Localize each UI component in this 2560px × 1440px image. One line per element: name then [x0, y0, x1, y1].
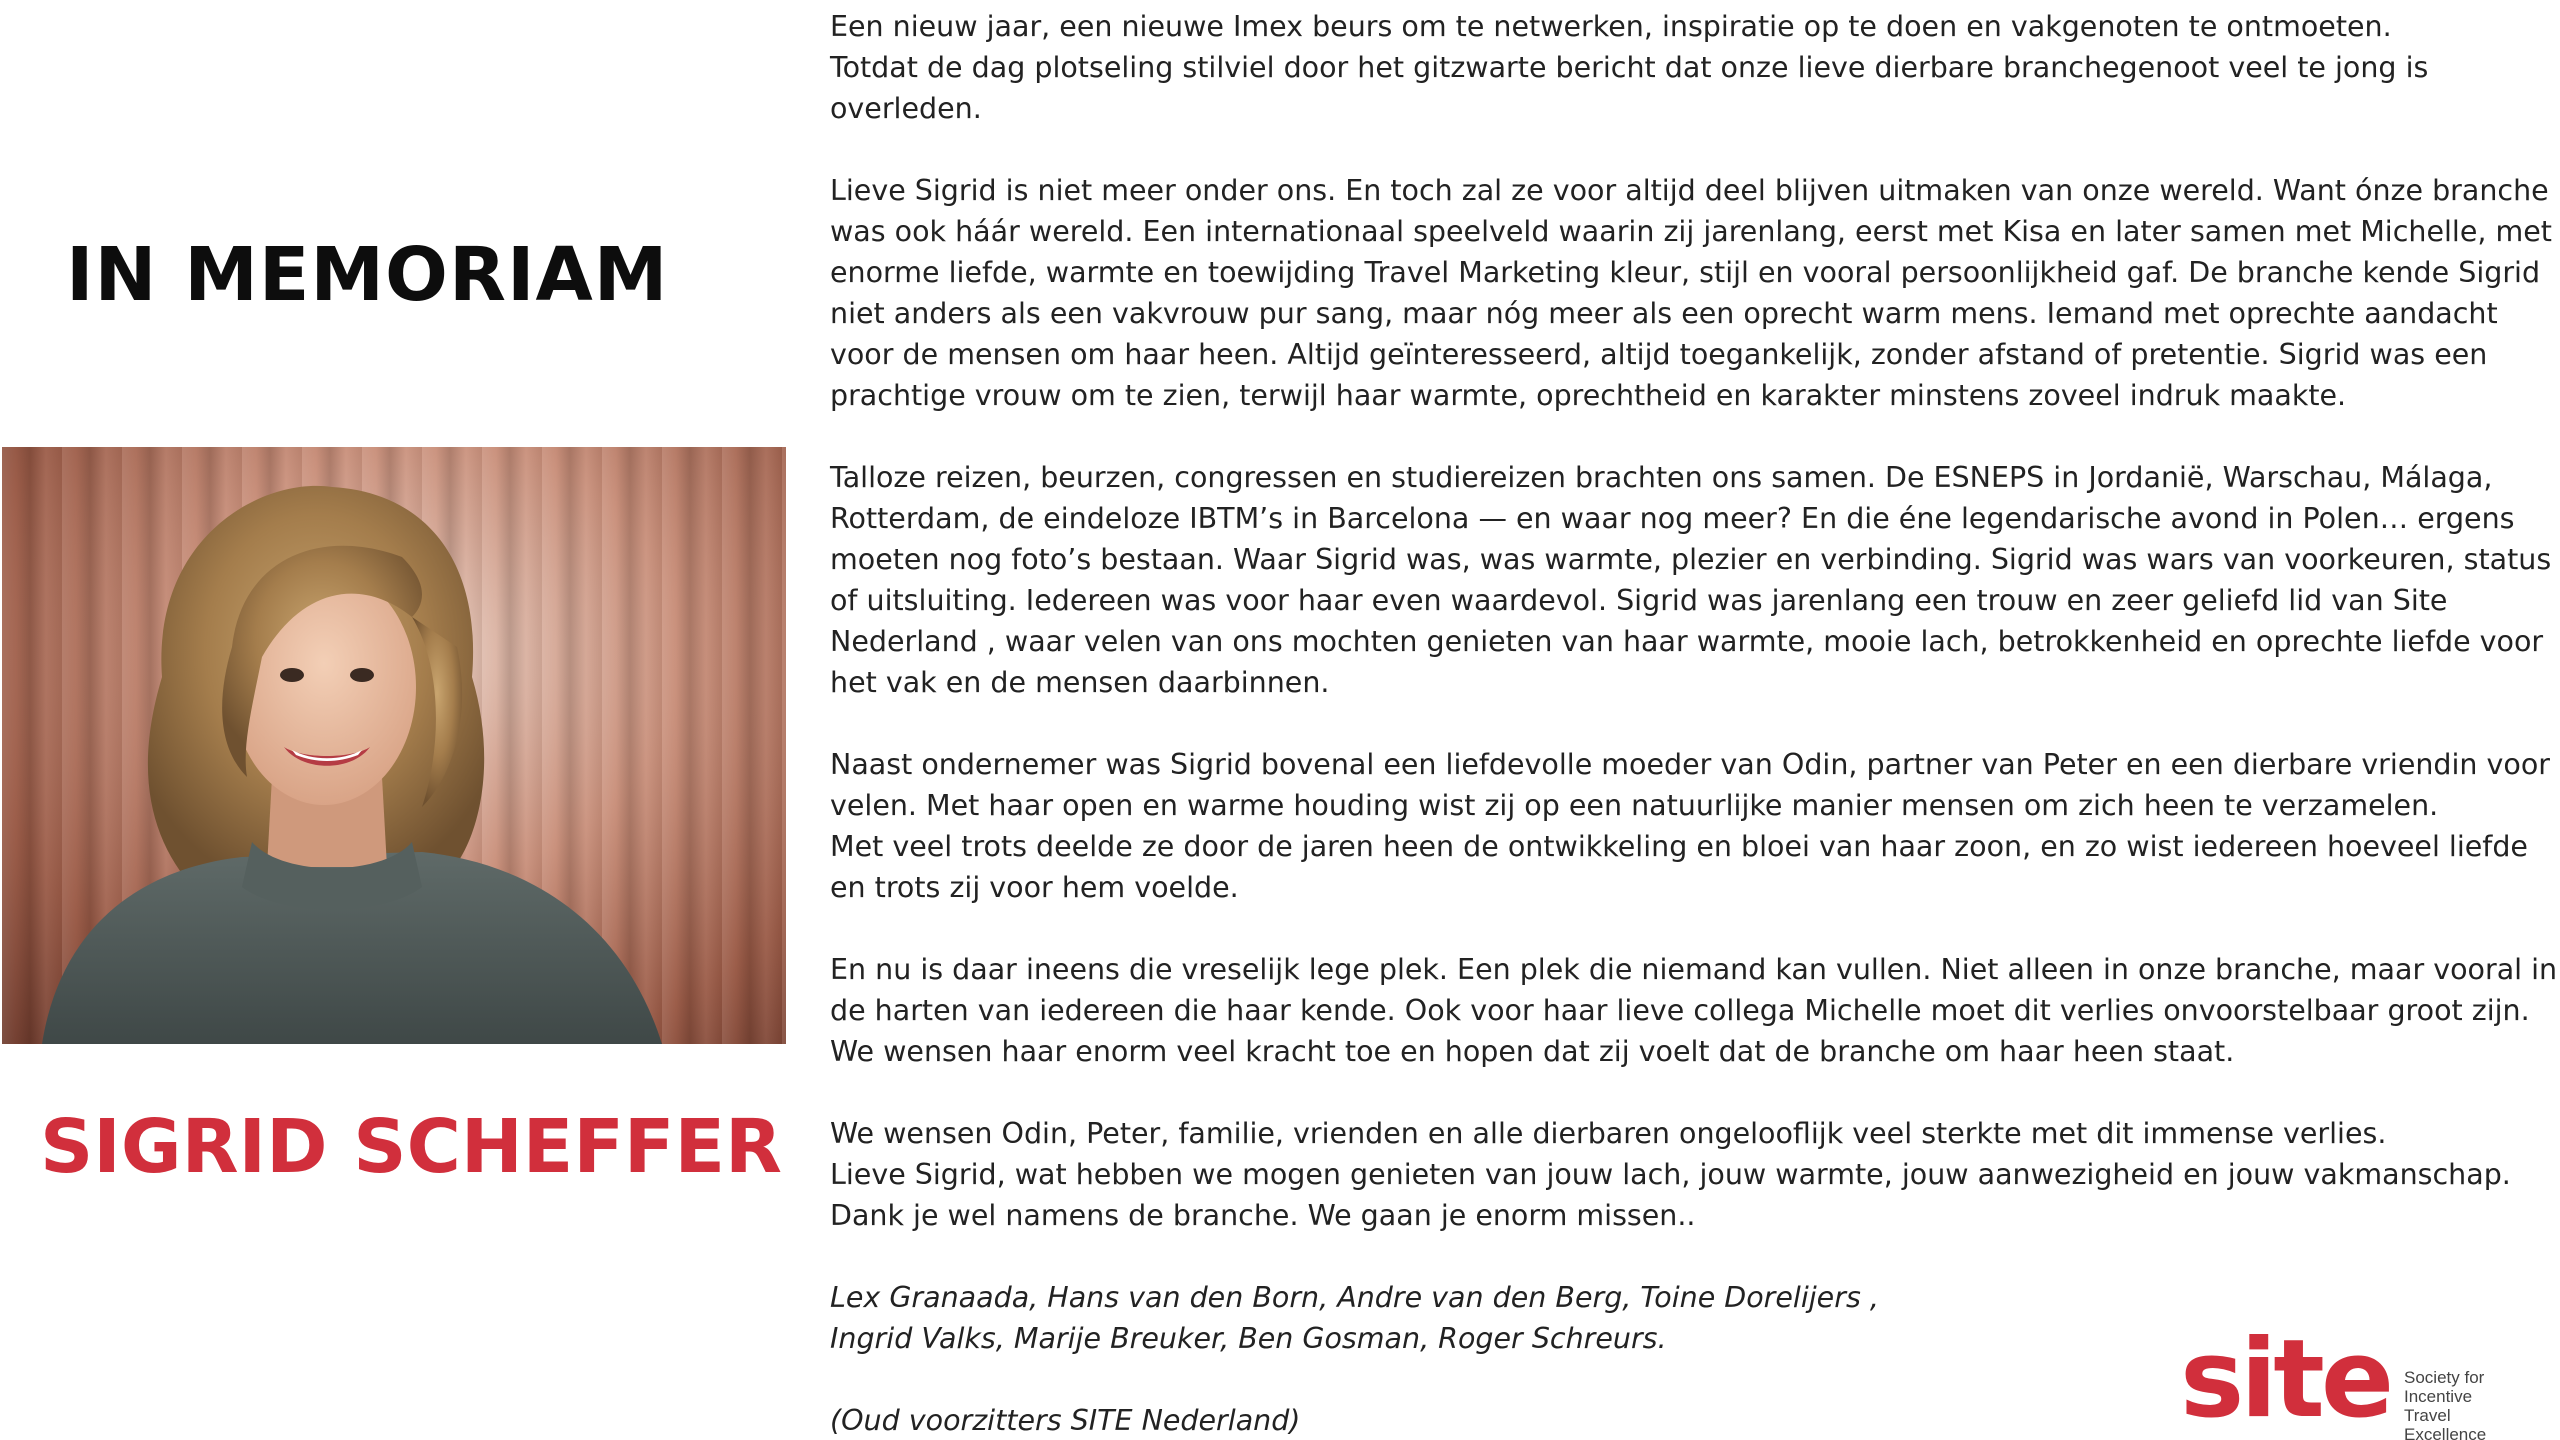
signature-line: Ingrid Valks, Marije Breuker, Ben Gosman, Roger Schreurs.	[830, 1322, 1667, 1355]
text-line: overleden.	[830, 92, 982, 125]
page-title: IN MEMORIAM	[66, 232, 669, 318]
paragraph	[830, 1113, 2540, 1236]
text-line: Lieve Sigrid, wat hebben we mogen genieten van jouw lach, jouw warmte, jouw aanwezigheid en jouw vakmanschap.	[830, 1158, 2511, 1191]
text-line: We wensen haar enorm veel kracht toe en hopen dat zij voelt dat de branche om haar heen staat.	[830, 1035, 2235, 1068]
text-line: Rotterdam, de eindeloze IBTM’s in Barcelona — en waar nog meer? En die éne legendarische avond in Polen… ergens	[830, 502, 2515, 535]
paragraph	[830, 949, 2558, 1072]
text-line: of uitsluiting. Iedereen was voor haar even waardevol. Sigrid was jarenlang een trouw en zeer geliefd lid van Site	[830, 584, 2448, 617]
text-line: velen. Met haar open en warme houding wist zij op een natuurlijke manier mensen om zich heen te verzamelen.	[830, 789, 2439, 822]
text-line: We wensen Odin, Peter, familie, vrienden en alle dierbaren ongelooflijk veel sterkte met dit immense verlies.	[830, 1117, 2387, 1150]
text-line: niet anders als een vakvrouw pur sang, maar nóg meer als een oprecht warm mens. Iemand met oprechte aandacht	[830, 297, 2498, 330]
text-line: En nu is daar ineens die vreselijk lege plek. Een plek die niemand kan vullen. Niet alleen in onze branche, maar vooral in	[830, 953, 2558, 986]
text-line: Naast ondernemer was Sigrid bovenal een liefdevolle moeder van Odin, partner van Peter en een dierbare vriendin voor	[830, 748, 2551, 781]
tagline-line: Incentive	[2404, 1387, 2473, 1406]
paragraph	[830, 744, 2551, 908]
text-line: moeten nog foto’s bestaan. Waar Sigrid was, was warmte, plezier en verbinding. Sigrid was wars van voorkeuren, status	[830, 543, 2552, 576]
person-name: SIGRID SCHEFFER	[40, 1104, 782, 1190]
article-body	[830, 6, 2558, 1440]
portrait-illustration	[2, 447, 786, 1044]
text-line: Lieve Sigrid is niet meer onder ons. En toch zal ze voor altijd deel blijven uitmaken van onze wereld. Want ónze branche	[830, 174, 2549, 207]
site-logo-mark: site	[2180, 1317, 2391, 1440]
tagline-line: Excellence	[2404, 1425, 2487, 1440]
portrait-photo	[2, 447, 786, 1044]
text-line: Dank je wel namens de branche. We gaan je enorm missen..	[830, 1199, 1696, 1232]
site-logo	[2180, 1317, 2510, 1440]
text-line: was ook háár wereld. Een internationaal speelveld waarin zij jarenlang, eerst met Kisa en later samen met Michelle, met	[830, 215, 2552, 248]
paragraph	[830, 170, 2552, 416]
site-logo-tagline	[2404, 1368, 2486, 1440]
tagline-line: Society for	[2404, 1368, 2485, 1387]
paragraph	[830, 6, 2540, 129]
signature-line: Lex Granaada, Hans van den Born, Andre van den Berg, Toine Dorelijers ,	[830, 1281, 1879, 1314]
text-line: enorme liefde, warmte en toewijding Travel Marketing kleur, stijl en vooral persoonlijkheid gaf. De branche kende Sigrid	[830, 256, 2541, 289]
text-line: prachtige vrouw om te zien, terwijl haar warmte, oprechtheid en karakter minstens zoveel indruk maakte.	[830, 379, 2347, 412]
text-line: het vak en de mensen daarbinnen.	[830, 666, 1330, 699]
text-line: Nederland , waar velen van ons mochten genieten van haar warmte, mooie lach, betrokkenheid en oprechte liefde voor	[830, 625, 2544, 658]
text-line: Met veel trots deelde ze door de jaren heen de ontwikkeling en bloei van haar zoon, en zo wist iedereen hoeveel liefde	[830, 830, 2528, 863]
footer-note: (Oud voorzitters SITE Nederland)	[830, 1404, 1301, 1437]
text-line: en trots zij voor hem voelde.	[830, 871, 1239, 904]
text-line: de harten van iedereen die haar kende. Ook voor haar lieve collega Michelle moet dit verlies onvoorstelbaar groot zijn.	[830, 994, 2530, 1027]
tagline-line: Travel	[2404, 1406, 2451, 1425]
text-line: Een nieuw jaar, een nieuwe Imex beurs om te netwerken, inspiratie op te doen en vakgenoten te ontmoeten.	[830, 10, 2392, 43]
text-line: Totdat de dag plotseling stilviel door het gitzwarte bericht dat onze lieve dierbare branchegenoot veel te jong is	[830, 51, 2429, 84]
paragraph	[830, 457, 2552, 703]
text-line: Talloze reizen, beurzen, congressen en studiereizen brachten ons samen. De ESNEPS in Jordanië, Warschau, Málaga,	[830, 461, 2493, 494]
text-line: voor de mensen om haar heen. Altijd geïnteresseerd, altijd toegankelijk, zonder afstand of pretentie. Sigrid was een	[830, 338, 2488, 371]
